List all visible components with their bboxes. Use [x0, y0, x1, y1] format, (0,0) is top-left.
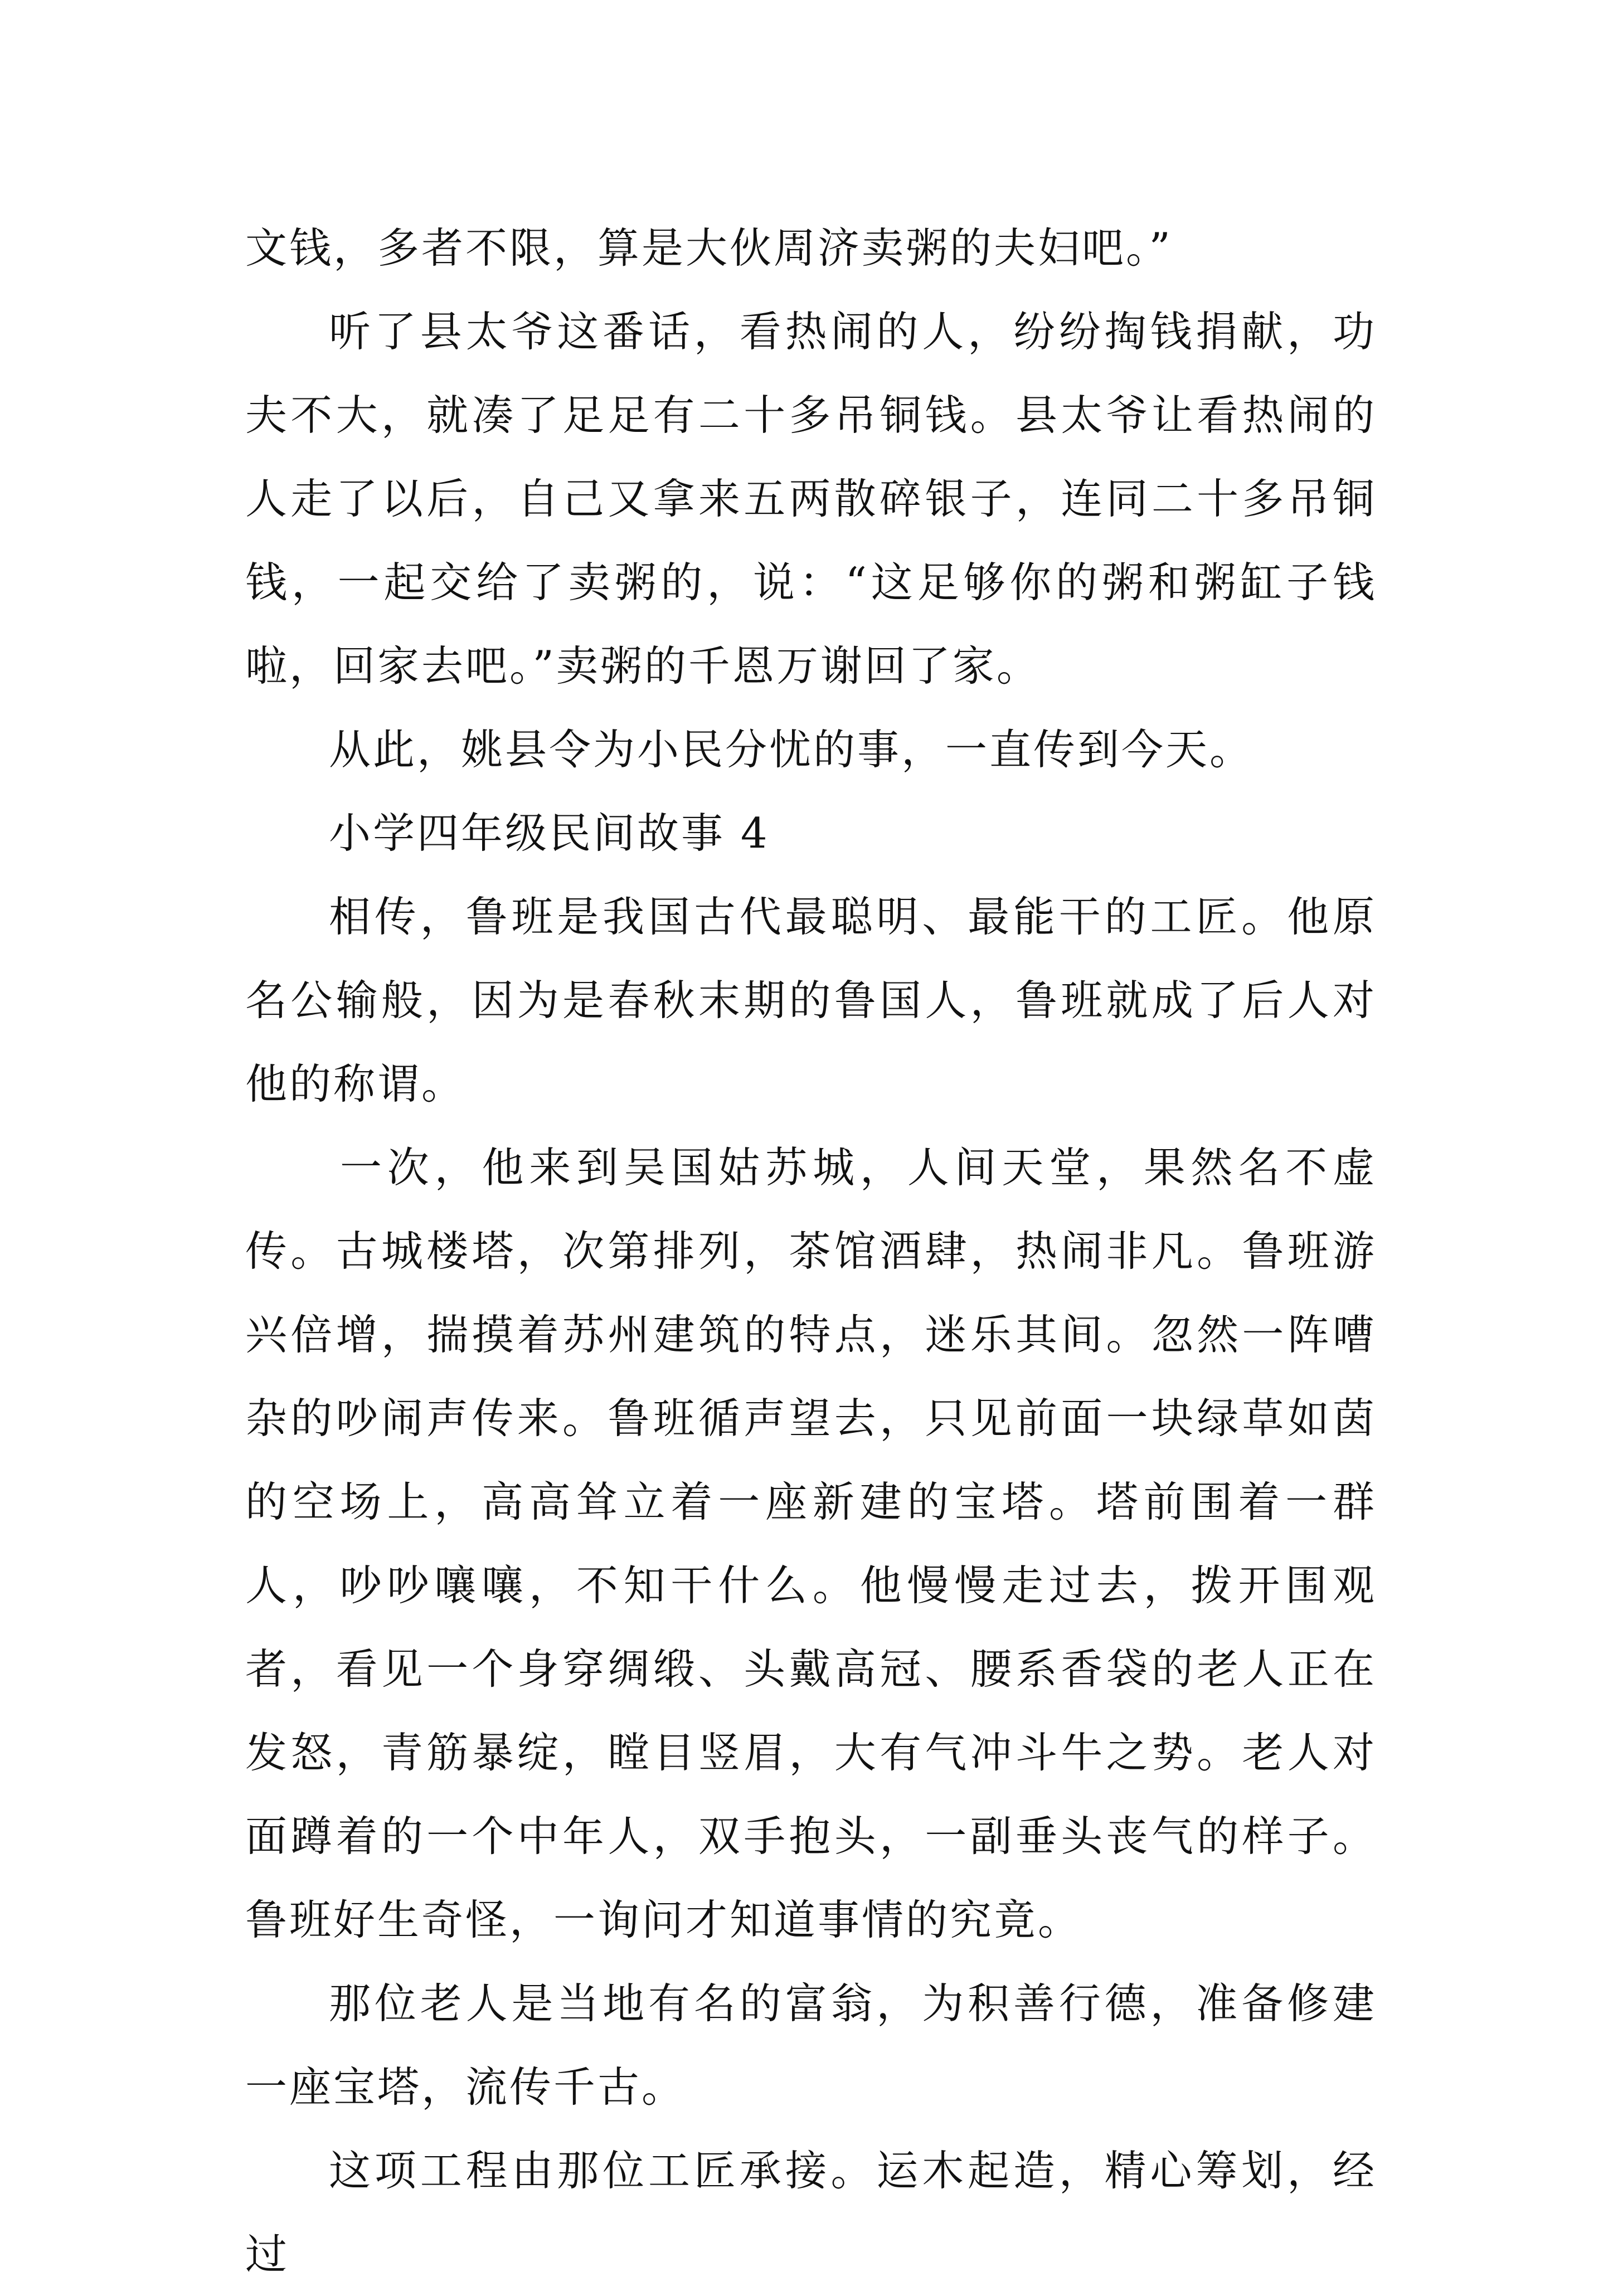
paragraph: 这项工程由那位工匠承接。运木起造，精心筹划，经过 — [245, 2146, 1377, 2279]
paragraph: 文钱，多者不限，算是大伙周济卖粥的夫妇吧。” — [245, 223, 1173, 273]
paragraph: 那位老人是当地有名的富翁，为积善行德，准备修建一座宝塔，流传千古。 — [245, 1979, 1377, 2112]
paragraph: 从此，姚县令为小民分忧的事，一直传到今天。 — [329, 725, 1254, 774]
paragraph: 听了县太爷这番话，看热闹的人，纷纷掏钱捐献，功夫不大，就凑了足足有二十多吊铜钱。县太爷让看热闹的人走了以后，自己又拿来五两散碎银子，连同二十多吊铜钱，一起交给了卖粥的，说：“这足够你的粥和粥缸子钱啦，回家去吧。”卖粥的千恩万谢回了家。 — [245, 307, 1377, 690]
document-body — [245, 206, 1377, 2296]
paragraph: 一次，他来到吴国姑苏城，人间天堂，果然名不虚传。古城楼塔，次第排列，茶馆酒肆，热闹非凡。鲁班游兴倍增，揣摸着苏州建筑的特点，迷乐其间。忽然一阵嘈杂的吵闹声传来。鲁班循声望去，只见前面一块绿草如茵的空场上，高高耸立着一座新建的宝塔。塔前围着一群人，吵吵嚷嚷，不知干什么。他慢慢走过去，拨开围观者，看见一个身穿绸缎、头戴高冠、腰系香袋的老人正在发怒，青筋暴绽，瞠目竖眉，大有气冲斗牛之势。老人对面蹲着的一个中年人，双手抱头，一副垂头丧气的样子。鲁班好生奇怪，一询问才知道事情的究竟。 — [245, 1143, 1377, 1944]
section-heading: 小学四年级民间故事 4 — [329, 809, 770, 858]
paragraph: 相传，鲁班是我国古代最聪明、最能干的工匠。他原名公输般，因为是春秋末期的鲁国人，鲁班就成了后人对他的称谓。 — [245, 892, 1377, 1108]
